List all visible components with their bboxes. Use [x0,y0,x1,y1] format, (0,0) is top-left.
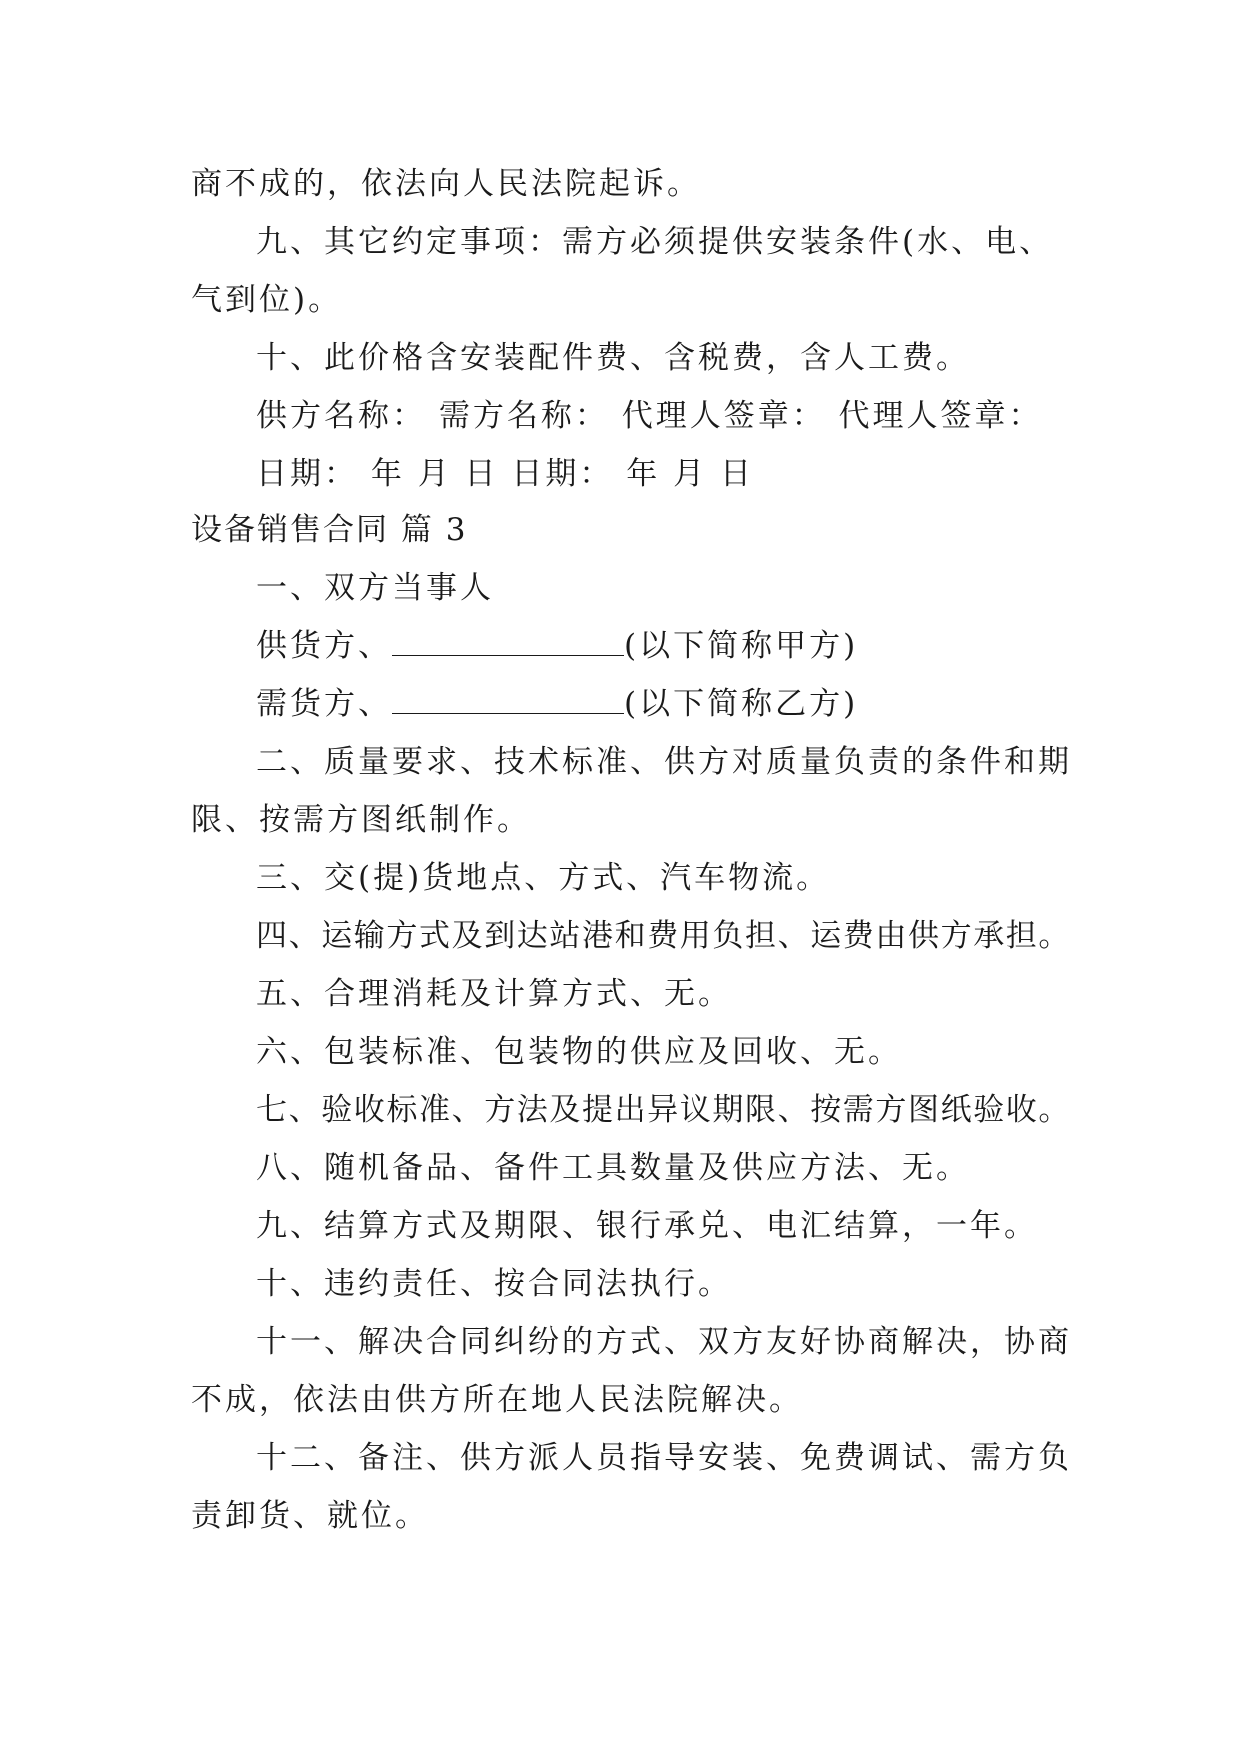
supplier-label: 供货方、 [256,628,392,664]
supplier-blank-field [392,629,624,656]
clause-2-line-2: 限、按需方图纸制作。 [191,802,531,838]
buyer-line [256,684,858,724]
supplier-line [256,626,858,666]
clause-9-line-2: 气到位)。 [191,282,343,318]
clause-2-line-1: 二、质量要求、技术标准、供方对质量负责的条件和期 [256,744,1072,780]
clause-11-line-1: 十一、解决合同纠纷的方式、双方友好协商解决，协商 [256,1324,1072,1360]
clause-12-line-2: 责卸货、就位。 [191,1498,429,1534]
clause-10: 十、违约责任、按合同法执行。 [256,1266,732,1302]
clause-4: 四、运输方式及到达站港和费用负担、运费由供方承担。 [256,918,1071,954]
buyer-blank-field [392,687,624,714]
clause-5: 五、合理消耗及计算方式、无。 [256,976,732,1012]
text-line: 商不成的，依法向人民法院起诉。 [191,166,701,202]
clause-1: 一、双方当事人 [256,570,494,606]
signature-line: 供方名称： 需方名称： 代理人签章： 代理人签章： [256,398,1043,434]
supplier-note: (以下简称甲方) [624,628,859,664]
clause-9-line-1: 九、其它约定事项：需方必须提供安装条件(水、电、 [256,224,1054,260]
clause-8: 八、随机备品、备件工具数量及供应方法、无。 [256,1150,970,1186]
date-line: 日期： 年 月 日 日期： 年 月 日 [256,456,754,492]
buyer-note: (以下简称乙方) [624,686,859,722]
clause-7: 七、验收标准、方法及提出异议期限、按需方图纸验收。 [256,1092,1071,1128]
clause-12-line-1: 十二、备注、供方派人员指导安装、免费调试、需方负 [256,1440,1072,1476]
buyer-label: 需货方、 [256,686,392,722]
clause-11-line-2: 不成，依法由供方所在地人民法院解决。 [191,1382,803,1418]
clause-6: 六、包装标准、包装物的供应及回收、无。 [256,1034,902,1070]
clause-3: 三、交(提)货地点、方式、汽车物流。 [256,860,831,896]
section-heading: 设备销售合同 篇 3 [191,512,468,548]
clause-9: 九、结算方式及期限、银行承兑、电汇结算，一年。 [256,1208,1038,1244]
clause-10: 十、此价格含安装配件费、含税费，含人工费。 [256,340,970,376]
